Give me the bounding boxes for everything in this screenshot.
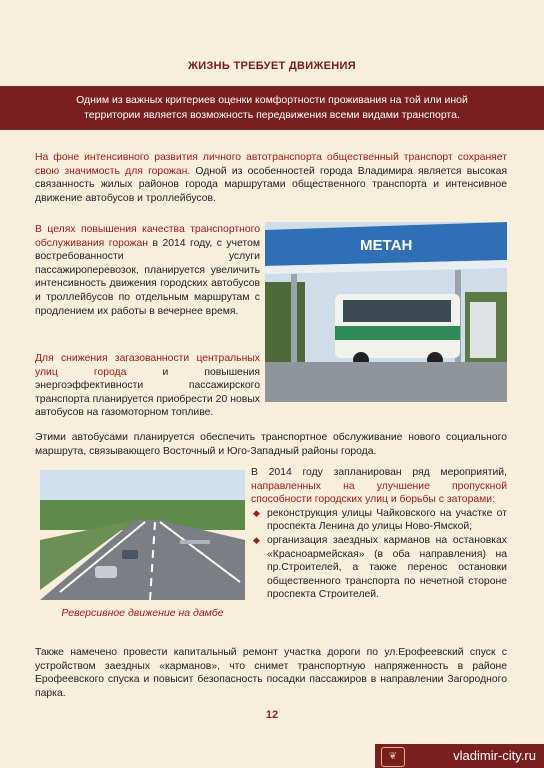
list-item: ◆ реконструкция улицы Чайковского на участке от проспекта Ленина до улицы Ново-Ямской; xyxy=(253,507,507,533)
site-link[interactable]: vladimir-city.ru xyxy=(453,748,536,763)
dam-road-illustration xyxy=(40,470,245,600)
methane-station-photo xyxy=(265,222,507,402)
paragraph-3-highlight: Для снижения загазованности центральных улиц города xyxy=(35,353,260,378)
paragraph-5-text: В 2014 году запланирован ряд мероприятий, xyxy=(251,467,507,478)
diamond-bullet-icon: ◆ xyxy=(253,534,260,545)
photo-caption: Реверсивное движение на дамбе xyxy=(61,607,224,619)
paragraph-3-text: и повышения энергоэффективности пассажирского транспорта планируется приобрести 20 новых автобусов на газомоторном топливе. xyxy=(35,366,260,419)
page-heading: ЖИЗНЬ ТРЕБУЕТ ДВИЖЕНИЯ xyxy=(188,60,356,72)
intro-banner xyxy=(0,86,544,130)
paragraph-1-text: Одной из особенностей города Владимира является высокая связанность жилых районов города маршрутами общественного транспорта и интенсивное движение автобусов и троллейбусов. xyxy=(35,165,507,204)
paragraph-5 xyxy=(251,466,507,602)
paragraph-2 xyxy=(35,223,260,318)
dam-road-photo xyxy=(40,470,245,600)
banner-line-1: Одним из важных критериев оценки комфортности проживания на той или иной xyxy=(76,94,468,106)
paragraph-2-highlight: В целях повышения качества транспортного обслуживания горожан xyxy=(35,224,260,249)
banner-line-2: территории является возможность передвижения всеми видами транспорта. xyxy=(84,109,460,121)
paragraph-3 xyxy=(35,352,260,420)
paragraph-5-highlight: направленных на улучшение пропускной способности городских улиц и борьбы с заторами: xyxy=(251,480,507,506)
paragraph-4: Этими автобусами планируется обеспечить транспортное обслуживание нового социального маршрута, связывающего Восточный и Юго-Западный районы города. xyxy=(35,432,507,457)
page-number: 12 xyxy=(265,709,279,721)
methane-sign: МЕТАН xyxy=(360,237,413,254)
paragraph-1 xyxy=(35,151,507,205)
site-footer[interactable] xyxy=(375,744,544,768)
paragraph-1-highlight: На фоне интенсивного развития личного автотранспорта общественный транспорт сохраняет свою значимость для горожан. xyxy=(35,152,507,177)
measures-list xyxy=(251,507,507,602)
paragraph-2-text: в 2014 году, с учетом востребованности услуги пассажироперевозок, планируется увеличить интенсивность движения городских автобусов и троллейбусов по отдельным маршрутам с продлением их работы в вечернее время. xyxy=(35,237,260,317)
paragraph-6: Также намечено провести капитальный ремонт участка дороги по ул.Ерофеевский спуск с устройством заездных «карманов», что снимет транспортную напряженность в районе Ерофеевского спуска и повысит безопасность посадки пассажиров в направлении Загородного парка. xyxy=(35,647,507,699)
list-item: ◆ организация заездных карманов на остановках «Красноармейская» (в оба направления) на пр.Строителей, а также перенос остановки общественного транспорта по нечетной стороне проспекта Строителей. xyxy=(253,534,507,601)
methane-station-illustration xyxy=(265,222,507,402)
city-logo-icon: ❦ xyxy=(381,747,405,767)
diamond-bullet-icon: ◆ xyxy=(253,507,260,518)
